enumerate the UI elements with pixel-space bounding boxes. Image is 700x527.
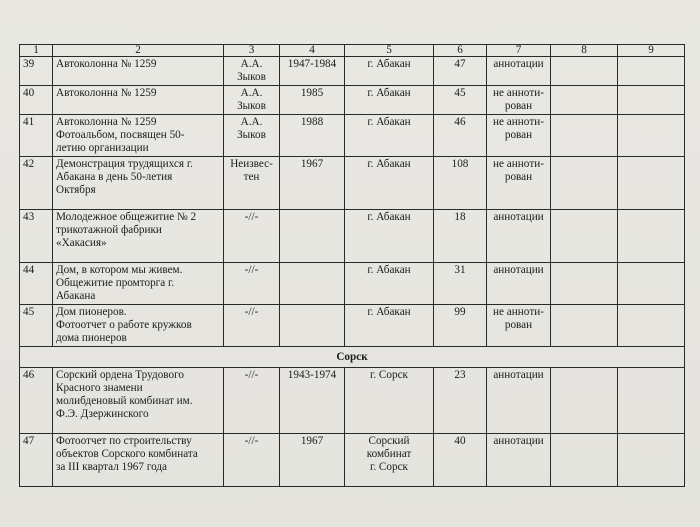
author: Неизвес- тен (224, 157, 280, 210)
empty-cell (618, 368, 685, 434)
column-header: 2 (53, 45, 224, 57)
photo-count: 23 (434, 368, 487, 434)
column-number-row (20, 45, 685, 57)
empty-cell (551, 157, 618, 210)
place: г. Абакан (345, 210, 434, 263)
author: -//- (224, 305, 280, 347)
years: 1967 (280, 157, 345, 210)
years (280, 210, 345, 263)
empty-cell (618, 115, 685, 157)
annotation-status: аннотации (487, 368, 551, 434)
photo-count: 46 (434, 115, 487, 157)
place: г. Абакан (345, 157, 434, 210)
album-title: Фотоотчет по строительству объектов Сорского комбината за III квартал 1967 года (53, 434, 224, 487)
column-header: 6 (434, 45, 487, 57)
column-header: 7 (487, 45, 551, 57)
row-number: 45 (20, 305, 53, 347)
empty-cell (551, 86, 618, 115)
table-row (20, 434, 685, 487)
author: А.А. Зыков (224, 57, 280, 86)
annotation-status: не аннoти- рован (487, 115, 551, 157)
empty-cell (618, 157, 685, 210)
empty-cell (618, 434, 685, 487)
years: 1967 (280, 434, 345, 487)
table-row (20, 305, 685, 347)
photo-count: 40 (434, 434, 487, 487)
years: 1943-1974 (280, 368, 345, 434)
row-number: 46 (20, 368, 53, 434)
empty-cell (618, 57, 685, 86)
table-row (20, 57, 685, 86)
author: -//- (224, 263, 280, 305)
empty-cell (551, 305, 618, 347)
row-number: 40 (20, 86, 53, 115)
place: Сорский комбинат г. Сорск (345, 434, 434, 487)
table-row (20, 210, 685, 263)
place: г. Абакан (345, 57, 434, 86)
column-header: 9 (618, 45, 685, 57)
years: 1988 (280, 115, 345, 157)
annotation-status: не аннoти- рован (487, 157, 551, 210)
years: 1985 (280, 86, 345, 115)
photo-archive-table (19, 44, 685, 487)
empty-cell (551, 57, 618, 86)
author: -//- (224, 434, 280, 487)
column-header: 1 (20, 45, 53, 57)
years: 1947-1984 (280, 57, 345, 86)
row-number: 44 (20, 263, 53, 305)
row-number: 41 (20, 115, 53, 157)
row-number: 43 (20, 210, 53, 263)
author: -//- (224, 368, 280, 434)
annotation-status: не аннoти- рован (487, 86, 551, 115)
empty-cell (618, 210, 685, 263)
table-row (20, 157, 685, 210)
place: г. Абакан (345, 86, 434, 115)
photo-count: 108 (434, 157, 487, 210)
column-header: 3 (224, 45, 280, 57)
empty-cell (551, 210, 618, 263)
annotation-status: аннотации (487, 210, 551, 263)
album-title: Сорский ордена Трудового Красного знамени молибденовый комбинат им. Ф.Э. Дзержинского (53, 368, 224, 434)
table-row (20, 368, 685, 434)
photo-count: 31 (434, 263, 487, 305)
column-header: 8 (551, 45, 618, 57)
photo-count: 45 (434, 86, 487, 115)
album-title: Автоколонна № 1259 (53, 57, 224, 86)
album-title: Автоколонна № 1259 Фотоальбом, посвящен 50- летию организации (53, 115, 224, 157)
annotation-status: не аннoти- рован (487, 305, 551, 347)
years (280, 263, 345, 305)
album-title: Дом, в котором мы живем. Общежитие промторга г. Абакана (53, 263, 224, 305)
annotation-status: аннотации (487, 434, 551, 487)
album-title: Демонстрация трудящихся г. Абакана в день 50-летия Октября (53, 157, 224, 210)
empty-cell (551, 115, 618, 157)
empty-cell (551, 434, 618, 487)
photo-count: 99 (434, 305, 487, 347)
photo-count: 47 (434, 57, 487, 86)
column-header: 4 (280, 45, 345, 57)
table-row (20, 115, 685, 157)
album-title: Автоколонна № 1259 (53, 86, 224, 115)
empty-cell (618, 86, 685, 115)
place: г. Сорск (345, 368, 434, 434)
author: -//- (224, 210, 280, 263)
photo-count: 18 (434, 210, 487, 263)
years (280, 305, 345, 347)
empty-cell (551, 368, 618, 434)
row-number: 39 (20, 57, 53, 86)
row-number: 42 (20, 157, 53, 210)
place: г. Абакан (345, 305, 434, 347)
section-title: Сорск (20, 347, 685, 368)
table-row (20, 86, 685, 115)
table-row (20, 263, 685, 305)
annotation-status: аннотации (487, 263, 551, 305)
column-header: 5 (345, 45, 434, 57)
section-row (20, 347, 685, 368)
author: А.А. Зыков (224, 115, 280, 157)
empty-cell (551, 263, 618, 305)
author: А.А. Зыков (224, 86, 280, 115)
album-title: Молодежное общежитие № 2 трикотажной фабрики «Хакасия» (53, 210, 224, 263)
place: г. Абакан (345, 263, 434, 305)
album-title: Дом пионеров. Фотоотчет о работе кружков дома пионеров (53, 305, 224, 347)
annotation-status: аннотации (487, 57, 551, 86)
place: г. Абакан (345, 115, 434, 157)
empty-cell (618, 263, 685, 305)
empty-cell (618, 305, 685, 347)
row-number: 47 (20, 434, 53, 487)
